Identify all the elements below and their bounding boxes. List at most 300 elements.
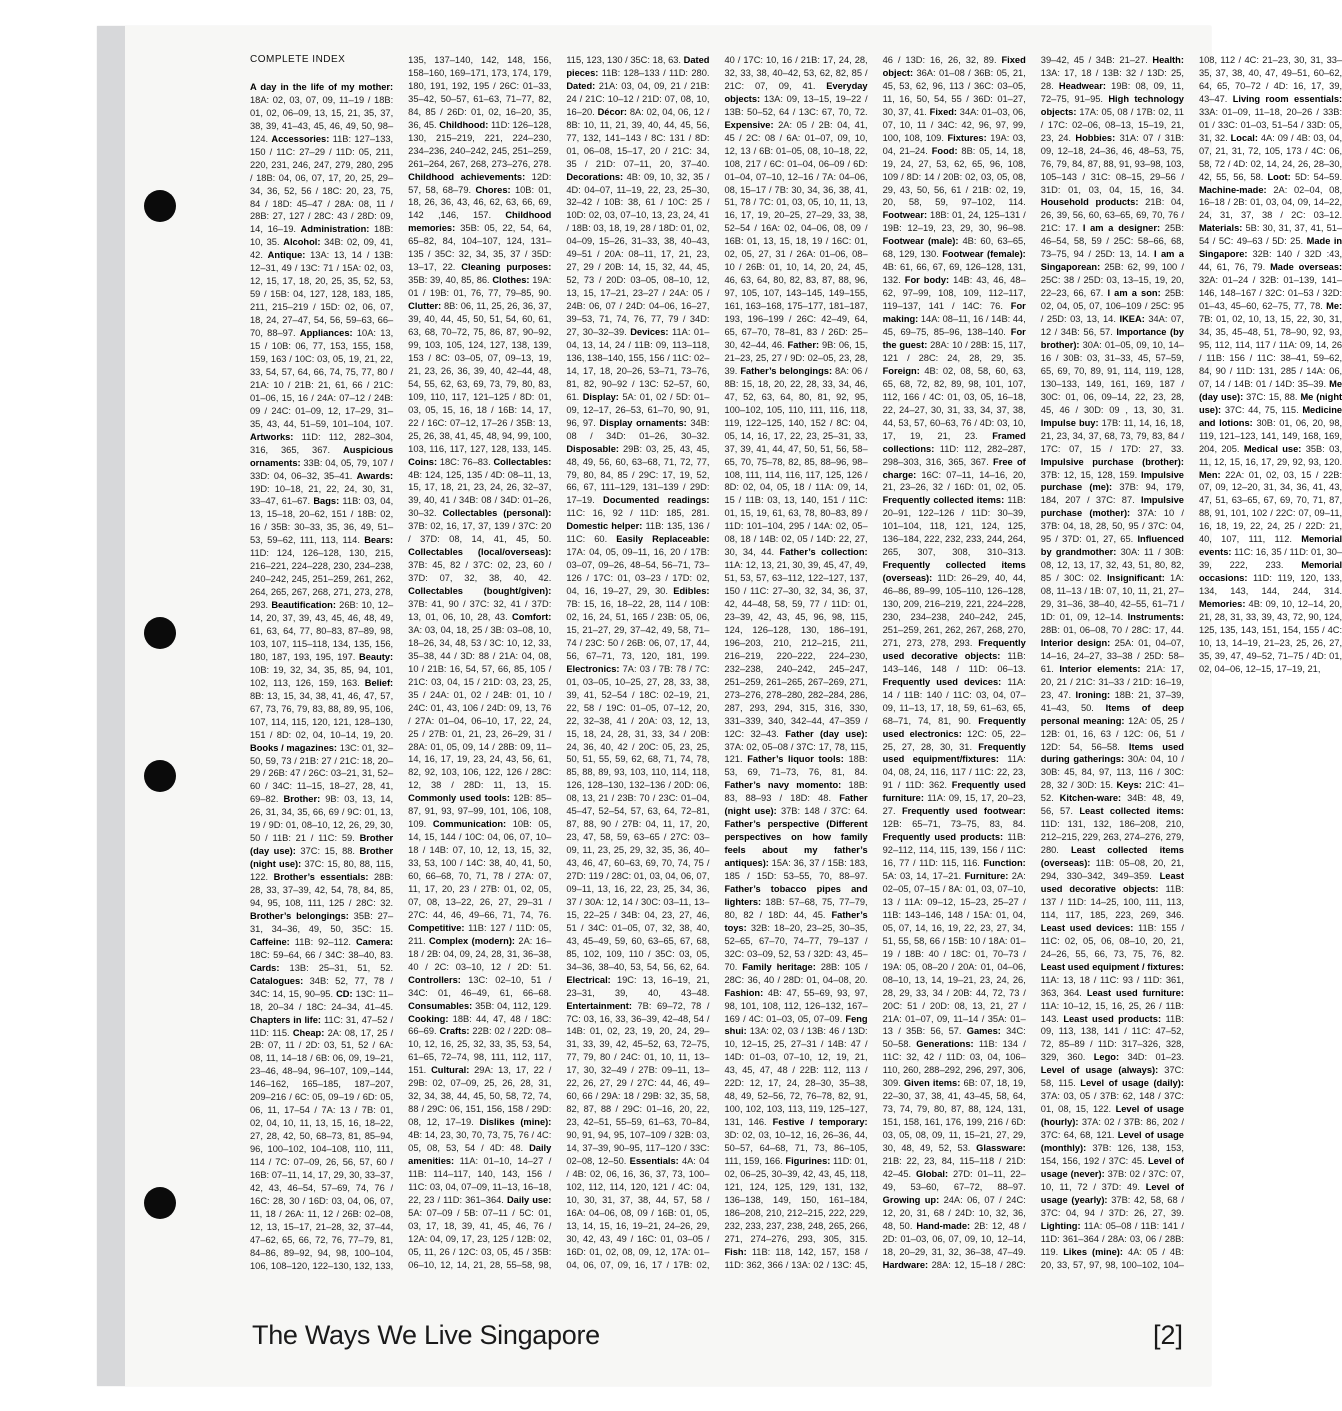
index-term: Father’s tobacco pipes and lighters: bbox=[724, 884, 868, 907]
index-columns bbox=[250, 54, 1342, 1284]
index-refs: 14A: 08–11, 16 / 14B: 44, 45, 69–75, 85–96, 138–140. bbox=[882, 314, 1026, 338]
index-term: Domestic helper: bbox=[566, 521, 643, 532]
index-entry bbox=[408, 975, 551, 998]
index-refs: 34A: 01–03, 06, 07, 10, 11 / 34C: 42, 96, 97, 99, 100, 108, 109. bbox=[882, 106, 1026, 143]
index-refs: 37B: 42, 58, 68 / 37C: 04, 94 / 37D: 26, 27, 39. bbox=[1040, 1194, 1184, 1218]
index-term: Childhood: bbox=[439, 119, 489, 130]
index-refs: 11B: 135, 136 / 11C: 60. bbox=[566, 521, 710, 545]
index-refs: 13B: 25–31, 51, 52. bbox=[289, 962, 394, 973]
index-refs: 13C: 01, 32–50, 59, 73 / 21B: 27 / 21C: 18, 20–29 / 26B: 47 / 26C: 03–21, 31, 52–60 / 34C: 11–15, 18–27, 28, 41, 69–82. bbox=[250, 742, 394, 805]
index-term: Antique: bbox=[267, 250, 306, 261]
index-term: Camera: bbox=[355, 936, 394, 947]
page-number: [2] bbox=[1152, 1320, 1183, 1350]
index-term: Function: bbox=[983, 858, 1026, 869]
index-refs: 32B: 140 / 32D :43, 44, 61, 76, 79. bbox=[1198, 249, 1342, 273]
index-term: Influenced by grandmother: bbox=[1040, 534, 1184, 558]
index-refs: 34A: 07, 12 / 34B: 56, 57. bbox=[1040, 314, 1184, 338]
index-entry bbox=[883, 495, 1026, 557]
index-refs: 9B: 06, 15, 21–23, 25, 27 / 9D: 02–05, 23, 28, 39. bbox=[724, 339, 868, 376]
index-refs: 8B: 05, 14, 18, 19, 24, 27, 53, 62, 65, 96, 108, 109 / 8D: 14 / 20B: 02, 03, 05, 08, 29, 43, 50, 56, 61 / 21B: 02, 19, 20, 58, 59, 97–102, 114. bbox=[882, 145, 1026, 208]
index-refs: 21C: 41–52. bbox=[1040, 780, 1184, 804]
index-term: Brother’s essentials: bbox=[273, 872, 369, 883]
index-refs: 7B: 01, 02, 10, 13, 15, 22, 30, 31, 34, 35, 45–48, 51, 78–90, 92, 93, 95, 112, 114, 117 / 11A: 09, 14, 26 / 11B: 156 / 11C: 38–41, 59–62, 84, 90 / 11D: 131, 285 / 14A: 06, 07, 14 / 14B: 01 / 14D: 35–39. bbox=[1198, 314, 1342, 389]
binder-hole bbox=[144, 190, 176, 222]
index-term: IKEA: bbox=[1119, 314, 1145, 325]
index-entry bbox=[724, 754, 867, 777]
index-entry bbox=[724, 1156, 867, 1244]
index-refs: 4A: 09 / 4B: 03, 04, 07, 21, 31, 72, 105, 173 / 4C: 06, 58, 72 / 4D: 02, 14, 24, 26, 28–30, 42, 55, 56, 58. bbox=[1198, 132, 1342, 182]
index-term: Chores: bbox=[475, 184, 511, 195]
index-refs: 12B: 85–87, 91, 93, 97–99, 101, 106, 108, 109. bbox=[408, 793, 552, 830]
index-term: Medical use: bbox=[1243, 443, 1302, 454]
index-term: Cooking: bbox=[408, 1013, 449, 1024]
index-entry bbox=[724, 819, 867, 881]
index-term: Cards: bbox=[250, 962, 280, 973]
index-term: Crafts: bbox=[439, 1026, 470, 1037]
index-entry bbox=[566, 172, 709, 337]
index-entries bbox=[250, 54, 1342, 1284]
index-term: Figurines: bbox=[785, 1156, 831, 1167]
index-refs: 11B: 03, 04, 13, 15–18, 20–62, 151 / 18B: 02, 16 / 35B: 30–33, 35, 36, 49, 51–53, 59–62, 111, 113, 114. bbox=[250, 496, 394, 546]
index-term: Festive / temporary: bbox=[772, 1117, 868, 1128]
index-term: Display: bbox=[582, 391, 619, 402]
index-refs: 10B: 19, 32, 34, 35, 85, 94, 101, 102, 113, 126, 159, 163. bbox=[250, 664, 394, 688]
index-refs: 11A: 12, 13, 21, 30, 39, 45, 47, 49, 51, 53, 57, 63–112, 122–127, 137, 150 / 11C: 27–30, 32, 34, 36, 37, 42, 44–48, 58, 59, 77 / 11D: 01, 23–39, 42, 43, 45, 96, 98, 115, 124, 126–128, 130, 186–191, 196–203, 210, 212–215, 211, 216–219, 220–222, 224–230, 232–238, 240–242, 245–247, 251–259, 261–265, 267–269, 271, 273–276, 278–280, 282–284, 286, 287, 293, 294, 315, 316, 330, 331–339, 340, 342–44, 47–359 / 12C: 32–43. bbox=[724, 560, 868, 739]
index-entry bbox=[250, 535, 393, 610]
index-refs: 25B: 46–54, 58, 59 / 25C: 58–66, 68, 73–75, 94 / 25D: 13, 14. bbox=[1040, 223, 1184, 260]
index-refs: 21A: 17, 20, 21 / 21C: 31–33 / 21D: 16–19, 23, 47. bbox=[1040, 663, 1184, 700]
index-term: Least used decorative objects: bbox=[1040, 871, 1184, 894]
index-term: Cultural: bbox=[431, 1065, 470, 1076]
index-term: Memorial events: bbox=[1198, 534, 1342, 558]
index-refs: 18B: 10, 35. bbox=[250, 224, 394, 248]
index-refs: 15A: 36, 37 / 15B: 183, 185 / 15D: 53–55, 70, 88–97. bbox=[724, 858, 868, 882]
index-refs: 21A: 03, 04, 09, 21 / 21B: 24 / 21C: 10–12 / 21D: 07, 08, 10, 16–20. bbox=[566, 80, 710, 117]
index-term: Accessories: bbox=[271, 133, 330, 144]
index-term: Father’s collection: bbox=[779, 547, 868, 558]
index-term: Artworks: bbox=[250, 431, 294, 442]
index-refs: 2A: 02–05, 07–15 / 8A: 01, 03, 07–10, 13 / 11A: 09–12, 15–23, 25–27 / 11B: 143–146, 148 / 15A: 01, 04, 05, 07, 14, 16, 19, 22, 23, 27, 34, 51, 55, 58, 66 / 15B: 10 / 18A: 01–19 / 18B: 40 / 18C: 01, 70–73 / 19A: 05, 08–20 / 20A: 01, 04–06, 08–10, 13, 14, 19–21, 23, 24, 26, 28, 29, 33, 34 / 20B: 44, 72, 73 / 20C: 51 / 20D: 08, 13, 21, 27 / 21A: 01–07, 09, 11–14 / 35A: 01–13 / 35B: 56, 57. bbox=[882, 871, 1026, 1037]
index-refs: 18C: 76–83. bbox=[439, 456, 491, 467]
index-refs: 12A: 05, 25 / 12B: 01, 16, 63 / 12C: 06, 51 / 12D: 54, 56–58. bbox=[1040, 715, 1184, 752]
index-entry bbox=[566, 975, 709, 998]
index-refs: 22A: 01, 02, 03, 15 / 22B: 07, 09, 12–20, 31, 34, 36, 41, 43, 47, 51, 63–65, 67, 69, 70, 71, 87, 88, 91, 101, 102 / 22C: 07, 09–11, 16, 18, 19, 22, 24, 25 / 22D: 21, 40, 107, 111, 112. bbox=[1198, 469, 1342, 545]
index-entry bbox=[1094, 1052, 1184, 1062]
index-term: Instruments: bbox=[1127, 611, 1184, 622]
index-entry bbox=[724, 120, 867, 350]
index-term: Consumables: bbox=[408, 1000, 473, 1011]
index-term: Footwear: bbox=[882, 210, 928, 221]
index-refs: 37A: 02, 05–08 / 37C: 17, 78, 115, 121. bbox=[724, 741, 868, 765]
index-term: Frequently used footwear: bbox=[901, 806, 1026, 817]
index-refs: 18B: 01, 24, 125–131 / 19B: 12–19, 23, 29, 30, 96–98. bbox=[882, 210, 1026, 234]
index-refs: 6B: 07, 18, 19, 22–30, 37, 38, 41, 43–45, 58, 64, 73, 74, 79, 80, 87, 88, 124, 131, 151, 158, 161, 176, 199, 216 / 6D: 03, 05, 08, 09, 11, 15–21, 27, 29, 30, 48, 49, 52, 53. bbox=[882, 1078, 1026, 1154]
index-term: Caffeine: bbox=[250, 936, 290, 947]
index-term: Décor: bbox=[597, 106, 628, 117]
index-term: Keys: bbox=[1116, 780, 1142, 791]
index-term: Materials: bbox=[1198, 223, 1243, 234]
index-term: Expensive: bbox=[724, 119, 774, 130]
index-refs: 37C: 15, 88. bbox=[300, 846, 355, 857]
index-entry bbox=[883, 366, 1026, 441]
index-refs: 35B: 04, 112, 129. bbox=[475, 1000, 552, 1011]
index-refs: 37A: 02 / 37B: 86, 202 / 37C: 64, 68, 121. bbox=[1040, 1117, 1184, 1141]
index-term: Fish: bbox=[724, 1246, 747, 1257]
index-refs: 5A: 03, 14, 17–21. bbox=[882, 871, 962, 882]
index-term: Level of usage (yearly): bbox=[1040, 1181, 1184, 1205]
index-entry bbox=[408, 612, 551, 790]
index-term: Footwear (female): bbox=[942, 249, 1026, 260]
index-term: Living room essentials: bbox=[1232, 93, 1342, 104]
index-term: Fashion: bbox=[724, 987, 764, 998]
index-term: Daily amenities: bbox=[408, 1143, 552, 1167]
index-term: Men: bbox=[1198, 469, 1221, 480]
index-refs: 37B: 02, 16, 17, 37, 139 / 37C: 20 / 37D: 08, 14, 41, 45, 50. bbox=[408, 521, 552, 545]
index-refs: 37A: 10 / 37B: 04, 18, 28, 50, 95 / 37C: 04, 95 / 37D: 01, 27, 65. bbox=[1040, 508, 1184, 545]
index-refs: 18B: 21, 37–39, 41–43, 50. bbox=[1040, 689, 1184, 713]
index-term: Father’s perspective (Different perspectives on how family feels about my father’s antiques): bbox=[724, 819, 868, 869]
index-term: Edibles: bbox=[673, 586, 710, 597]
index-term: Clutter: bbox=[408, 301, 442, 312]
index-term: Frequently used equipment/fixtures: bbox=[882, 741, 1026, 765]
index-entry bbox=[566, 1001, 709, 1166]
index-refs: 11B: 05–08, 20, 21, 294, 330–342, 349–359. bbox=[1040, 858, 1184, 882]
index-term: Me (night use): bbox=[1198, 391, 1342, 415]
index-refs: 13C: 02–10, 51 / 34C: 01, 46–49, 61, 66–68. bbox=[408, 974, 552, 998]
index-refs: 5A: 01, 02 / 5D: 01–09, 12–17, 26–53, 61–70, 90, 91, 96, 97. bbox=[566, 391, 710, 428]
index-refs: 11B: 137 / 11D: 14–25, 100, 111, 113, 114, 117, 185, 223, 269, 346. bbox=[1040, 884, 1184, 920]
index-refs: 37B: 41, 90 / 37C: 32, 41 / 37D: 13, 01, 06, 10, 28, 43. bbox=[408, 599, 552, 622]
index-term: Frequently used devices: bbox=[882, 676, 1002, 687]
index-refs: 8A: 06 / 8B: 15, 18, 20, 22, 28, 33, 34, 46, 47, 52, 63, 64, 80, 81, 92, 95, 100–102, 105, 110, 111, 116, 118, 119, 122–125, 140, 152 / 8C: 04, 05, 14, 16, 17, 22, 23, 25–31, 33, 37, 39, 41, 44, 47, 50, 51, 56, 58–65, 70, 75–78, 82, 85, 88–96, 98–108, 111, 114, 116, 117, 125, 126 / 8D: 02, 04, 05, 18 / 11A: 09, 14, 15 / 11B: 03, 13, 140, 151 / 11C: 01, 15, 19, 61, 63, 78, 80–83, 89 / 11D: 101–104, 295 / 14A: 02, 05–08, 18 / 14B: 02, 05 / 14D: 22, 27, 30, 34, 44. bbox=[724, 365, 868, 558]
index-entry bbox=[883, 806, 1026, 829]
index-entry bbox=[408, 547, 551, 583]
index-term: Father’s navy momento: bbox=[724, 780, 842, 791]
binder-hole bbox=[144, 760, 176, 792]
index-refs: 21B: 04, 26, 39, 56, 60, 63–65, 69, 70, 76 / 21C: 17. bbox=[1040, 197, 1184, 234]
index-refs: 11A: 09, 15, 17, 20–23, 27. bbox=[882, 793, 1026, 817]
index-refs: 30A: 01–05, 09, 10, 14–16 / 30B: 03, 31–33, 45, 57–59, 65, 69, 70, 89, 91, 114, 119, 128, 130–133, 149, 161, 169, 187 / 30C: 01, 06, 09–14, 22, 23, 28, 45, 46 / 30D: 09 , 13, 30, 31. bbox=[1040, 339, 1184, 415]
index-refs: 24A: 06, 07 / 24C: 12, 20, 31, 68 / 24D: 10, 32, 36, 48, 50. bbox=[882, 1194, 1026, 1231]
index-term: Machine-made: bbox=[1198, 184, 1267, 195]
index-term: Footwear (male): bbox=[882, 236, 959, 247]
index-term: Brother (night use): bbox=[250, 846, 394, 870]
index-term: Least used products: bbox=[1063, 1013, 1162, 1024]
index-refs: 36A: 01–08 / 36B: 05, 21, 45, 53, 62, 96, 113 / 36C: 03–05, 11, 16, 50, 54, 55 / 36D: 01–27, 30, 37, 41. bbox=[882, 67, 1026, 117]
index-entry bbox=[250, 911, 393, 934]
index-refs: 11B: 127 / 11D: 05, 211. bbox=[408, 922, 552, 946]
index-refs: 34C: 50–58. bbox=[882, 1026, 1026, 1050]
index-entry bbox=[250, 250, 393, 338]
index-term: For the guest: bbox=[882, 327, 1026, 350]
index-term: Clothes: bbox=[492, 275, 530, 286]
index-term: Growing up: bbox=[882, 1194, 940, 1205]
index-entry bbox=[250, 963, 393, 973]
index-refs: 25A: 01, 04–07, 14–16, 24–27, 33–38 / 25D: 58–61. bbox=[1040, 637, 1184, 674]
index-refs: 19A: 03, 04, 21–24. bbox=[882, 132, 1026, 156]
index-refs: 11D: 126–128, 130, 215–219, 221, 224–230, 234–236, 240–242, 245, 251–259, 261–264, 267, 268, 273–276, 278. bbox=[408, 119, 552, 169]
index-refs: 5D: 54–59. bbox=[1294, 171, 1342, 182]
index-refs: 35B: 27–31, 34–36, 49, 50, 35C: 15. bbox=[250, 910, 394, 934]
index-term: Coins: bbox=[408, 456, 438, 467]
index-refs: 4B: 60, 63–65, 68, 129, 130. bbox=[882, 236, 1026, 260]
index-refs: 11B: 09, 113, 138, 141 / 11C: 47–52, 72, 85–89 / 11D: 317–326, 328, 329, 360. bbox=[1040, 1013, 1184, 1063]
index-entry bbox=[883, 560, 1026, 648]
index-term: Free of charge: bbox=[882, 456, 1026, 480]
index-term: Impulsive purchase (mother): bbox=[1040, 495, 1184, 519]
index-term: Brother: bbox=[283, 794, 321, 805]
index-entry bbox=[1199, 301, 1342, 389]
index-refs: 11B: 92–112. bbox=[294, 936, 351, 947]
index-refs: 11D: 112, 282–304, 316, 365, 367. bbox=[250, 431, 394, 455]
index-refs: 34B: 52, 77, 78 / 34C: 14, 15, 90–95. bbox=[250, 975, 394, 999]
index-refs: 12D: 57, 58, 68–79. bbox=[408, 171, 552, 195]
index-term: Disposable: bbox=[566, 443, 620, 454]
index-term: CD: bbox=[336, 988, 353, 999]
index-term: Brother’s belongings: bbox=[250, 910, 349, 921]
index-refs: 29A: 13, 17, 22 / 29B: 02, 07–09, 25, 26, 28, 31, 32, 34, 38, 44, 45, 50, 58, 72, 74, 88 / 29C: 06, 151, 156, 158 / 29D: 08, 12, 17–19. bbox=[408, 1065, 552, 1128]
index-term: High technology objects: bbox=[1040, 93, 1184, 117]
index-term: Given items: bbox=[903, 1078, 961, 1089]
index-term: Auspicious ornaments: bbox=[250, 444, 394, 468]
index-refs: 33B: 04, 05, 79, 107 / 33D: 04, 06–32, 35–41. bbox=[250, 457, 394, 481]
index-refs: 33A: 01–09, 11–18, 20–26 / 33B: 01 / 33C: 01–03, 51–54 / 33D: 05, 31, 32. bbox=[1198, 106, 1342, 143]
index-term: I am a son: bbox=[1107, 288, 1161, 299]
index-refs: 35B: 05, 22, 54, 64, 65–82, 84, 104–107, 124, 131–135 / 35C: 32, 34, 35, 37 / 35D: 13–17, 22. bbox=[408, 223, 552, 273]
index-refs: 18B: 53, 69, 71–73, 76, 81, 84. bbox=[724, 754, 868, 778]
index-term: Feng shui: bbox=[724, 1013, 868, 1037]
index-term: Father: bbox=[787, 339, 820, 350]
index-refs: 28A: 12, 15–18 / 28C: 39–42, 45 / 34B: 21–27. bbox=[931, 55, 1148, 1270]
index-refs: 11A: 01–10, 14–27 / 11B: 114–117, 140, 143, 156 / 11C: 03, 04, 07–09, 11–13, 16–18, 22, 23 / 11D: 361–364. bbox=[408, 1156, 552, 1205]
index-term: Kitchen-ware: bbox=[1059, 793, 1122, 804]
index-term: Electrical: bbox=[566, 974, 611, 985]
index-term: Items of deep personal meaning: bbox=[1040, 702, 1184, 726]
index-term: Medicine and lotions: bbox=[1198, 404, 1342, 428]
index-term: Easily Replaceable: bbox=[616, 534, 710, 545]
index-refs: 29B: 03, 25, 43, 45, 48, 49, 56, 60, 63–68, 71, 72, 77, 79, 80, 84, 85 / 29C: 17, 19, 52, 66, 67, 111–129, 131–139 / 29D: 17–19. bbox=[566, 443, 710, 506]
index-term: Father’s toys: bbox=[724, 909, 868, 933]
index-refs: 28B: 105 / 28C: 36, 40 / 28D: 01, 04–08, 20. bbox=[724, 961, 868, 985]
binder-hole bbox=[144, 617, 176, 649]
index-refs: 34B: 08 / 34D: 01–26, 30–32. bbox=[566, 417, 710, 441]
index-refs: 17A: 04, 05, 09–11, 16, 20 / 17B: 03–07, 09–26, 48–54, 56–71, 73–126 / 17C: 01, 03–23 / 17D: 02, 04, 16, 19–27, 29, 30. bbox=[566, 547, 710, 597]
index-entry bbox=[408, 936, 551, 972]
index-term: Dated: bbox=[566, 80, 596, 91]
index-term: Least collected items: bbox=[1079, 806, 1184, 817]
index-refs: 18B: 44, 47, 48 / 18C: 66–69. bbox=[408, 1013, 552, 1037]
index-term: Global: bbox=[916, 1168, 949, 1179]
index-term: Commonly used tools: bbox=[408, 793, 510, 804]
index-term: Hand-made: bbox=[916, 1220, 971, 1231]
index-term: Beautification: bbox=[271, 600, 336, 611]
index-refs: 28B: 28, 33, 37–39, 42, 54, 78, 84, 85, 94, 95, 108, 111, 125 / 28C: 32. bbox=[250, 872, 394, 908]
index-refs: 2A: 02–04, 08, 16–18 / 2B: 01, 03, 04, 09, 14–22, 24, 31, 37, 38 / 2C: 03–12. bbox=[1198, 184, 1342, 221]
index-refs: 25B: 62, 99, 100 / 25C: 38 / 25D: 03, 13–15, 19, 20, 22–23, 66, 67. bbox=[1040, 262, 1184, 299]
index-heading: COMPLETE INDEX bbox=[250, 54, 346, 65]
index-term: Devices: bbox=[630, 327, 669, 338]
index-refs: 11B: 134 / 11C: 32, 42 / 11D: 03, 04, 106–110, 260, 288–292, 296, 297, 306, 309. bbox=[882, 1039, 1026, 1089]
index-refs: 35B: 03, 11, 12, 15, 16, 17, 29, 92, 93, 120. bbox=[1198, 443, 1342, 467]
index-refs: 22B: 02 / 22D: 08–10, 12, 16, 25, 32, 33, 35, 53, 54, 61–65, 72–74, 98, 111, 112, 117, 151. bbox=[408, 1026, 552, 1076]
index-term: Furniture: bbox=[964, 871, 1009, 882]
index-refs: 13A: 09, 13–15, 19–22 / 13B: 50–52, 64 / 13C: 67, 70, 72. bbox=[724, 93, 868, 117]
index-term: Chapters in life: bbox=[250, 1014, 321, 1025]
index-refs: 18B: 57–68, 75, 77–79, 80, 82 / 18D: 44, 45. bbox=[724, 896, 868, 920]
index-entry bbox=[566, 327, 709, 402]
index-refs: 30A: 04, 10 / 30B: 45, 84, 97, 113, 116 / 30C: 28, 32 / 30D: 15. bbox=[1040, 754, 1184, 791]
index-term: Hobbies: bbox=[1075, 132, 1116, 143]
index-term: Father (night use): bbox=[724, 793, 868, 817]
index-refs: 16C: 07–11, 14–16, 20, 21, 23–26, 32 / 16D: 01, 02, 05. bbox=[882, 469, 1026, 493]
index-refs: 35B: 39, 40, 85, 86. bbox=[408, 275, 490, 286]
index-refs: 11A: 04, 08, 24, 116, 117 / 11C: 22, 23, 91 / 11D: 362. bbox=[882, 754, 1026, 791]
index-term: Impulse buy: bbox=[1040, 417, 1099, 428]
index-refs: 11D: 112, 282–287, 298–303, 316, 365, 367. bbox=[882, 443, 1026, 467]
index-term: Loot: bbox=[1267, 171, 1291, 182]
index-term: Made in Singapore: bbox=[1198, 236, 1342, 260]
index-refs: 10B: 05, 14, 15, 144 / 10C: 04, 06, 07, 10–18 / 14B: 07, 10, 12, 13, 15, 32, 33, 53, 100 / 14C: 38, 40, 41, 50, 60, 66–68, 70, 71, 78 / 27A: 07, 11, 17, 20, 23 / 27B: 01, 02, 05, 07, 08, 13–22, 26, 27, 29–31 / 27C: 44, 46, 49–66, 71, 74, 76. bbox=[408, 819, 552, 920]
index-term: Me (day use): bbox=[1198, 378, 1342, 402]
index-refs: 8A: 02, 04, 06, 12 / 8B: 10, 11, 21, 39, 40, 44, 45, 56, 77, 132, 141–143 / 8C: 131 / 8D: 01, 06–08, 15–17, 20 / 21C: 34, 35 / 21D: 07–11, 20, 37–40. bbox=[566, 106, 710, 169]
index-term: Impulsive purchase (me): bbox=[1040, 469, 1184, 493]
index-term: Frequently used furniture: bbox=[882, 780, 1026, 804]
binding-strip bbox=[97, 26, 125, 1386]
binder-hole bbox=[144, 1187, 176, 1219]
index-refs: 11B: 118, 142, 157, 158 / 11D: 362, 366 / 13A: 02 / 13C: 45, 46 / 13D: 16, 26, 32, 89. bbox=[724, 55, 997, 1270]
index-refs: 7B: 15, 16, 18–22, 28, 114 / 10B: 02, 16, 24, 51, 165 / 23B: 05, 06, 15, 21–27, 29, 37–42, 49, 58, 71–74 / 23C: 50 / 26B: 06, 07, 17, 44, 56, 67–71, 73, 120, 181, 199. bbox=[566, 599, 710, 661]
publication-title: The Ways We Live Singapore bbox=[252, 1320, 600, 1350]
index-term: Least used equipment / fixtures: bbox=[1040, 961, 1184, 972]
index-entry bbox=[1041, 923, 1184, 959]
index-refs: 4A: 05 / 4B: 20, 33, 57, 97, 98, 100–102, 104–108, 112 / 4C: 21–23, 30, 31, 33–35, 37, 38, 40, 47, 49–51, 60–62, 64, 65, 70–72 / 4D: 16, 17, 39, 43–47. bbox=[1040, 55, 1342, 1270]
index-entry bbox=[724, 962, 867, 985]
index-term: Frequently collected items: bbox=[882, 495, 1005, 506]
index-term: Appliances: bbox=[299, 328, 353, 339]
index-refs: 37C: 58, 115. bbox=[1040, 1065, 1184, 1089]
index-term: Importance (by brother): bbox=[1040, 327, 1184, 350]
index-term: Impulsive purchase (brother): bbox=[1040, 456, 1184, 467]
index-entry bbox=[408, 1001, 551, 1011]
index-term: Dislikes (mine): bbox=[479, 1117, 552, 1128]
index-refs: 14B: 43, 46, 48–62, 97–99, 108, 109, 112–117, 119–137, 141 / 14C: 76. bbox=[882, 275, 1026, 312]
index-refs: 32B: 18–20, 23–25, 30–35, 52–65, 67–70, 74–77, 79–137 / 32C: 03–09, 52, 53 / 32D: 43, 45–70. bbox=[724, 922, 868, 972]
index-refs: 10B: 01, 18, 26, 36, 43, 46, 62, 63, 66, 69, 142 ,146, 157. bbox=[408, 184, 552, 221]
index-refs: 13A: 02, 03 / 13B: 46 / 13D: 10, 12–15, 25, 27–31 / 14B: 47 / 14D: 01–03, 07–10, 12, 19, 21, 43, 45, 47, 48 / 22B: 112, 113 / 22D: 12, 17, 24, 28–30, 35–38, 48, 49, 52–56, 72, 76–78, 82, 91, 100, 102, 103, 113, 119, 125–127, 131, 146. bbox=[724, 1026, 868, 1128]
index-entry bbox=[1041, 327, 1184, 415]
index-term: Dated pieces: bbox=[566, 55, 710, 78]
index-term: Childhood memories: bbox=[408, 210, 552, 234]
index-refs: 7A: 03 / 7B: 78 / 7C: 01, 03–05, 10–25, 27, 28, 33, 38, 39, 41, 52–54 / 18C: 02–19, 21, 22, 58 / 19C: 01–05, 07–12, 20, 22, 32–38, 41 / 20A: 03, 12, 13, 15, 18, 24, 28, 31, 33, 34 / 20B: 24, 36, 40, 42 / 20C: 05, 23, 25, 50, 51, 55, 59, 62, 68, 71, 74, 78, 85, 88, 89, 93, 103, 110, 114, 118, 126, 128–130, 132–136 / 20D: 06, 08, 13, 21 / 23B: 70 / 23C: 01–04, 45–47, 52–54, 57, 63, 64, 72–81, 87, 88, 90 / 27B: 04, 11, 17, 20, 23, 47, 58, 59, 63–65 / 27C: 03–09, 11, 23, 25, 29, 32, 35, 36, 40–43, 46, 47, 60–63, 69, 70, 74, 75 / 27D: 119 / 28C: 01, 03, 04, 06, 07, 09–11, 13, 16, 22, 23, 25, 34, 36, 37 / 30A: 12, 14 / 30C: 03–11, 13–15, 22–25 / 34B: 04, 23, 27, 46, 51 / 34C: 01–05, 07, 32, 38, 40, 43, 45–49, 59, 60, 63–65, 67, 68, 85, 102, 109, 110 / 35C: 03, 05, 34–36, 38–40, 53, 54, 56, 62, 64. bbox=[566, 663, 710, 972]
index-refs: 4B: 14, 23, 30, 70, 73, 75, 76 / 4C: 05, 08, 53, 54 / 4D: 48. bbox=[408, 1130, 552, 1154]
index-refs: 9B: 03, 13, 14, 26, 31, 34, 35, 66, 69 / 9C: 01, 13, 19 / 9D: 01, 08–10, 12, 26, 29, 30, 50 / 11B: 21 / 11C: 59. bbox=[250, 794, 394, 844]
index-refs: 34B: 02, 09, 41, 42. bbox=[250, 237, 394, 261]
index-refs: 11A: 01–04, 13, 14, 24 / 11B: 09, 113–118, 136, 138–140, 155, 156 / 11C: 02–14, 17, 18, 20–26, 53–71, 73–76, 81, 82, 90–92 / 13C: 52–57, 60, 61. bbox=[566, 327, 710, 402]
index-refs: 28A: 10 / 28B: 15, 117, 121 / 28C: 24, 28, 29, 35. bbox=[882, 339, 1026, 363]
index-term: Level of usage (monthly): bbox=[1040, 1130, 1184, 1154]
index-refs: 11B: 128–133 / 11D: 280. bbox=[601, 67, 710, 78]
index-refs: 11D: 124, 126–128, 130, 215, 216–221, 224–228, 230, 234–238, 240–242, 245, 251–259, 261, 262, 264, 265, 267, 268, 271, 273, 278, 293. bbox=[250, 548, 394, 611]
index-refs: 34B: 48, 49, 56, 57. bbox=[1040, 793, 1184, 817]
index-refs: 37C: 15, 80, 88, 115, 122. bbox=[250, 859, 394, 883]
index-term: Bears: bbox=[364, 535, 394, 546]
index-term: Entertainment: bbox=[566, 1000, 632, 1011]
index-refs: 37B: 94, 179, 184, 207 / 37C: 87. bbox=[1040, 482, 1184, 506]
index-entry bbox=[883, 1078, 1026, 1153]
index-term: Glassware: bbox=[976, 1143, 1026, 1154]
index-term: Administration: bbox=[300, 224, 370, 235]
index-refs: 37B: 126, 138, 153, 154, 156, 192 / 37C: 45. bbox=[1040, 1143, 1184, 1167]
index-refs: 3D: 02, 03, 10–12, 16, 26–36, 44, 50–57, 64–68, 71, 73, 86–105, 111, 159, 166. bbox=[724, 1130, 868, 1167]
index-refs: 11A: 13, 18 / 11C: 93 / 11D: 361, 363, 364. bbox=[1040, 974, 1184, 998]
index-term: Collectables (bought/given): bbox=[408, 586, 552, 597]
index-term: Communication: bbox=[432, 819, 507, 830]
index-term: For making: bbox=[882, 301, 1026, 325]
index-entry bbox=[408, 819, 551, 920]
index-refs: 11A: 10–12, 15, 16, 25, 26 / 11B: 143. bbox=[1040, 1000, 1184, 1024]
index-term: Level of usage (hourly): bbox=[1040, 1104, 1184, 1128]
index-term: Frequently used decorative objects: bbox=[882, 637, 1026, 661]
index-refs: 26B: 10, 12–14, 20, 37, 39, 43, 45, 46, 48, 49, 61, 63, 64, 77, 80–83, 87–89, 98, 103, 107, 115–118, 134, 135, 156, 180, 187, 193, 195, 197. bbox=[250, 600, 394, 662]
index-refs: 37C: 15, 88. bbox=[1246, 391, 1298, 402]
index-term: Collectables (local/overseas): bbox=[408, 547, 552, 558]
index-refs: 11B: 92–112, 114, 115, 139, 156 / 11C: 16, 77 / 11D: 115, 116. bbox=[882, 832, 1026, 869]
index-refs: 2A: 16–18 / 2B: 04, 09, 24, 28, 31, 36–38, 40 / 2C: 03–10, 12 / 2D: 51. bbox=[408, 935, 552, 972]
index-refs: 13A: 13, 14 / 13B: 12–31, 49 / 13C: 71 / 15A: 02, 03, 12, 15, 17, 18, 20, 25, 35, 52, 53, 59 / 15B: 04, 127, 128, 183, 185, 211, 215–219 / 15D: 02, 06, 07, 18, 24, 27–47, 54, 56, 59–63, 66–70, 88–97. bbox=[250, 250, 394, 339]
index-refs: 5B: 30, 31, 37, 41, 51–54 / 5C: 49–63 / 5D: 25. bbox=[1198, 223, 1342, 247]
index-term: Hardware: bbox=[882, 1259, 929, 1270]
index-refs: 13A: 17, 18 / 13B: 32 / 13D: 25, 28. bbox=[1040, 67, 1184, 91]
index-term: Brother (day use): bbox=[250, 833, 394, 857]
index-term: Father (day use): bbox=[785, 728, 868, 739]
index-term: I am a designer: bbox=[1082, 223, 1161, 234]
index-refs: 37B: 12, 15, 128, 159. bbox=[1040, 469, 1138, 480]
index-refs: 11D: 131, 132, 186–208, 210, 212–215, 229, 263, 274–276, 279, 280. bbox=[1040, 819, 1184, 856]
index-term: Interior elements: bbox=[1059, 663, 1141, 674]
index-term: Frequently used products: bbox=[882, 832, 1004, 843]
index-term: Documented readings: bbox=[603, 495, 710, 506]
index-refs: 4B: 09, 10, 12–14, 20, 21, 28, 31, 33, 39, 43, 72, 90, 124, 125, 135, 143, 151, 154, 155 / 4C: 10, 13, 14–19, 21–23, 25, 26, 27, 35, 39, 47, 49–52, 71–75 / 4D: 01, 02, 04–06, 12–15, 17–19, 21, bbox=[1198, 599, 1342, 674]
index-term: Foreign: bbox=[882, 365, 920, 376]
index-term: Family heritage: bbox=[742, 961, 816, 972]
index-refs: 13C: 11–18, 20–34 / 18C: 24–34, 41–45. bbox=[250, 988, 394, 1012]
index-refs: 31A: 07 / 31B: 09, 12–18, 24–36, 46, 48–53, 75, 76, 79, 84, 87, 88, 91, 93–98, 103, 105–143 / 31C: 08–15, 29–56 / 31D: 01, 03, 04, 15, 16, 34. bbox=[1040, 132, 1184, 195]
index-term: Cleaning purposes: bbox=[461, 262, 552, 273]
index-refs: 18A: 02, 03, 07, 09, 11–19 / 18B: 01, 02, 06–09, 13, 15, 21, 35, 37, 38, 39, 41–43, 45, 46, 49, 50, 98–124. bbox=[250, 94, 394, 144]
index-term: Decorations: bbox=[566, 171, 624, 182]
index-refs: 37A: 03, 05 / 37B: 62, 148 / 37C: 01, 08, 15, 122. bbox=[1040, 1091, 1184, 1115]
index-term: Ironing: bbox=[1075, 689, 1111, 700]
index-refs: 11C: 16, 35 / 11D: 01, 30–39, 222, 233. bbox=[1198, 547, 1342, 571]
index-term: Essentials: bbox=[629, 1156, 679, 1167]
index-refs: 2B: 12, 48 / 2D: 01–03, 06, 07, 09, 10, 12–14, 18, 20–29, 31, 32, 36–38, 47–49. bbox=[882, 1220, 1026, 1257]
index-term: Father’s belongings: bbox=[740, 365, 833, 376]
index-refs: 30B: 01, 06, 20, 98, 119, 121–123, 141, 149, 168, 169, 204, 205. bbox=[1198, 417, 1342, 454]
index-entry bbox=[883, 275, 1026, 311]
index-term: Headwear: bbox=[1058, 80, 1106, 91]
index-term: Comfort: bbox=[512, 611, 552, 622]
index-term: Daily use: bbox=[506, 1194, 552, 1205]
index-term: Framed collections: bbox=[882, 430, 1026, 454]
index-refs: 19C: 13, 16–19, 21, 23–31, 39, 40, 43–48. bbox=[566, 974, 710, 998]
index-term: Level of usage (daily): bbox=[1080, 1078, 1184, 1089]
index-term: Fixtures: bbox=[947, 132, 987, 143]
index-term: Books / magazines: bbox=[250, 742, 338, 753]
index-refs: 37B: 45, 82 / 37C: 02, 23, 60 / 37D: 07, 32, 38, 40, 42. bbox=[408, 560, 552, 584]
index-refs: 11C: 16, 92 / 11D: 185, 281. bbox=[566, 508, 710, 519]
index-entry bbox=[883, 210, 1026, 233]
index-term: Lego: bbox=[1093, 1052, 1120, 1063]
